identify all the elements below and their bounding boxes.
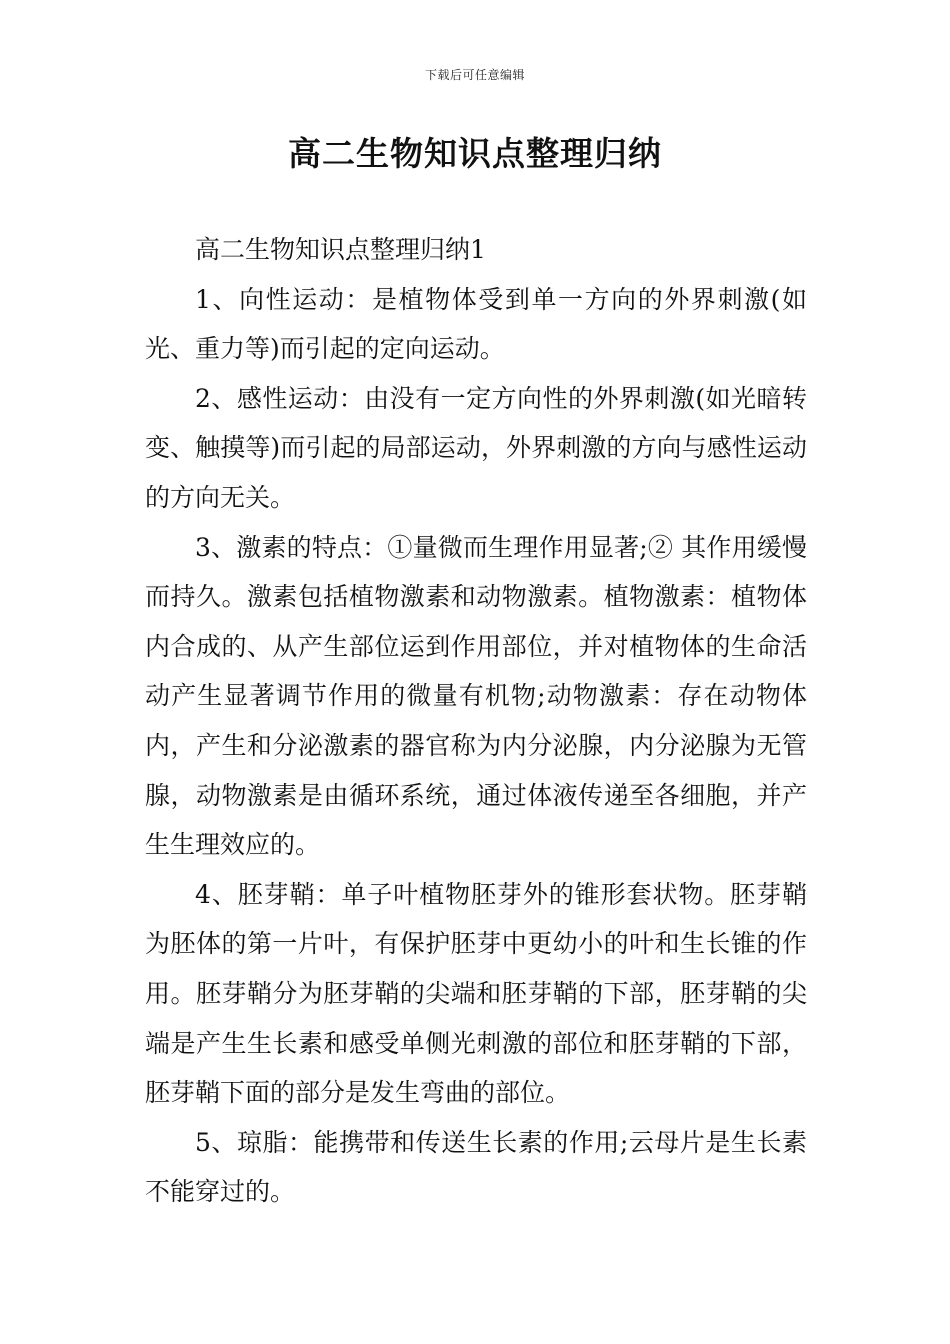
paragraph-5: 5、琼脂：能携带和传送生长素的作用;云母片是生长素不能穿过的。 — [145, 1127, 807, 1207]
page-title: 高二生物知识点整理归纳 — [288, 134, 662, 173]
paragraph-3: 3、激素的特点：①量微而生理作用显著;② 其作用缓慢而持久。激素包括植物激素和动物激素。植物激素：植物体内合成的、从产生部位运到作用部位，并对植物体的生命活动产生显著调节作用的微量有机物;动物激素：存在动物体内，产生和分泌激素的器官称为内分泌腺，内分泌腺为无管腺，动物激素是由循环系统，通过体液传递至各细胞，并产生生理效应的。 — [145, 532, 807, 860]
section-heading: 高二生物知识点整理归纳1 — [195, 235, 486, 264]
document-body — [145, 225, 807, 1217]
paragraph-1: 1、向性运动：是植物体受到单一方向的外界刺激(如光、重力等)而引起的定向运动。 — [145, 284, 807, 364]
paragraph-4: 4、胚芽鞘：单子叶植物胚芽外的锥形套状物。胚芽鞘为胚体的第一片叶，有保护胚芽中更幼小的叶和生长锥的作用。胚芽鞘分为胚芽鞘的尖端和胚芽鞘的下部，胚芽鞘的尖端是产生生长素和感受单侧光刺激的部位和胚芽鞘的下部，胚芽鞘下面的部分是发生弯曲的部位。 — [145, 879, 807, 1108]
paragraph-2: 2、感性运动：由没有一定方向性的外界刺激(如光暗转变、触摸等)而引起的局部运动，外界刺激的方向与感性运动的方向无关。 — [145, 383, 807, 512]
header-note: 下载后可任意编辑 — [424, 68, 525, 82]
